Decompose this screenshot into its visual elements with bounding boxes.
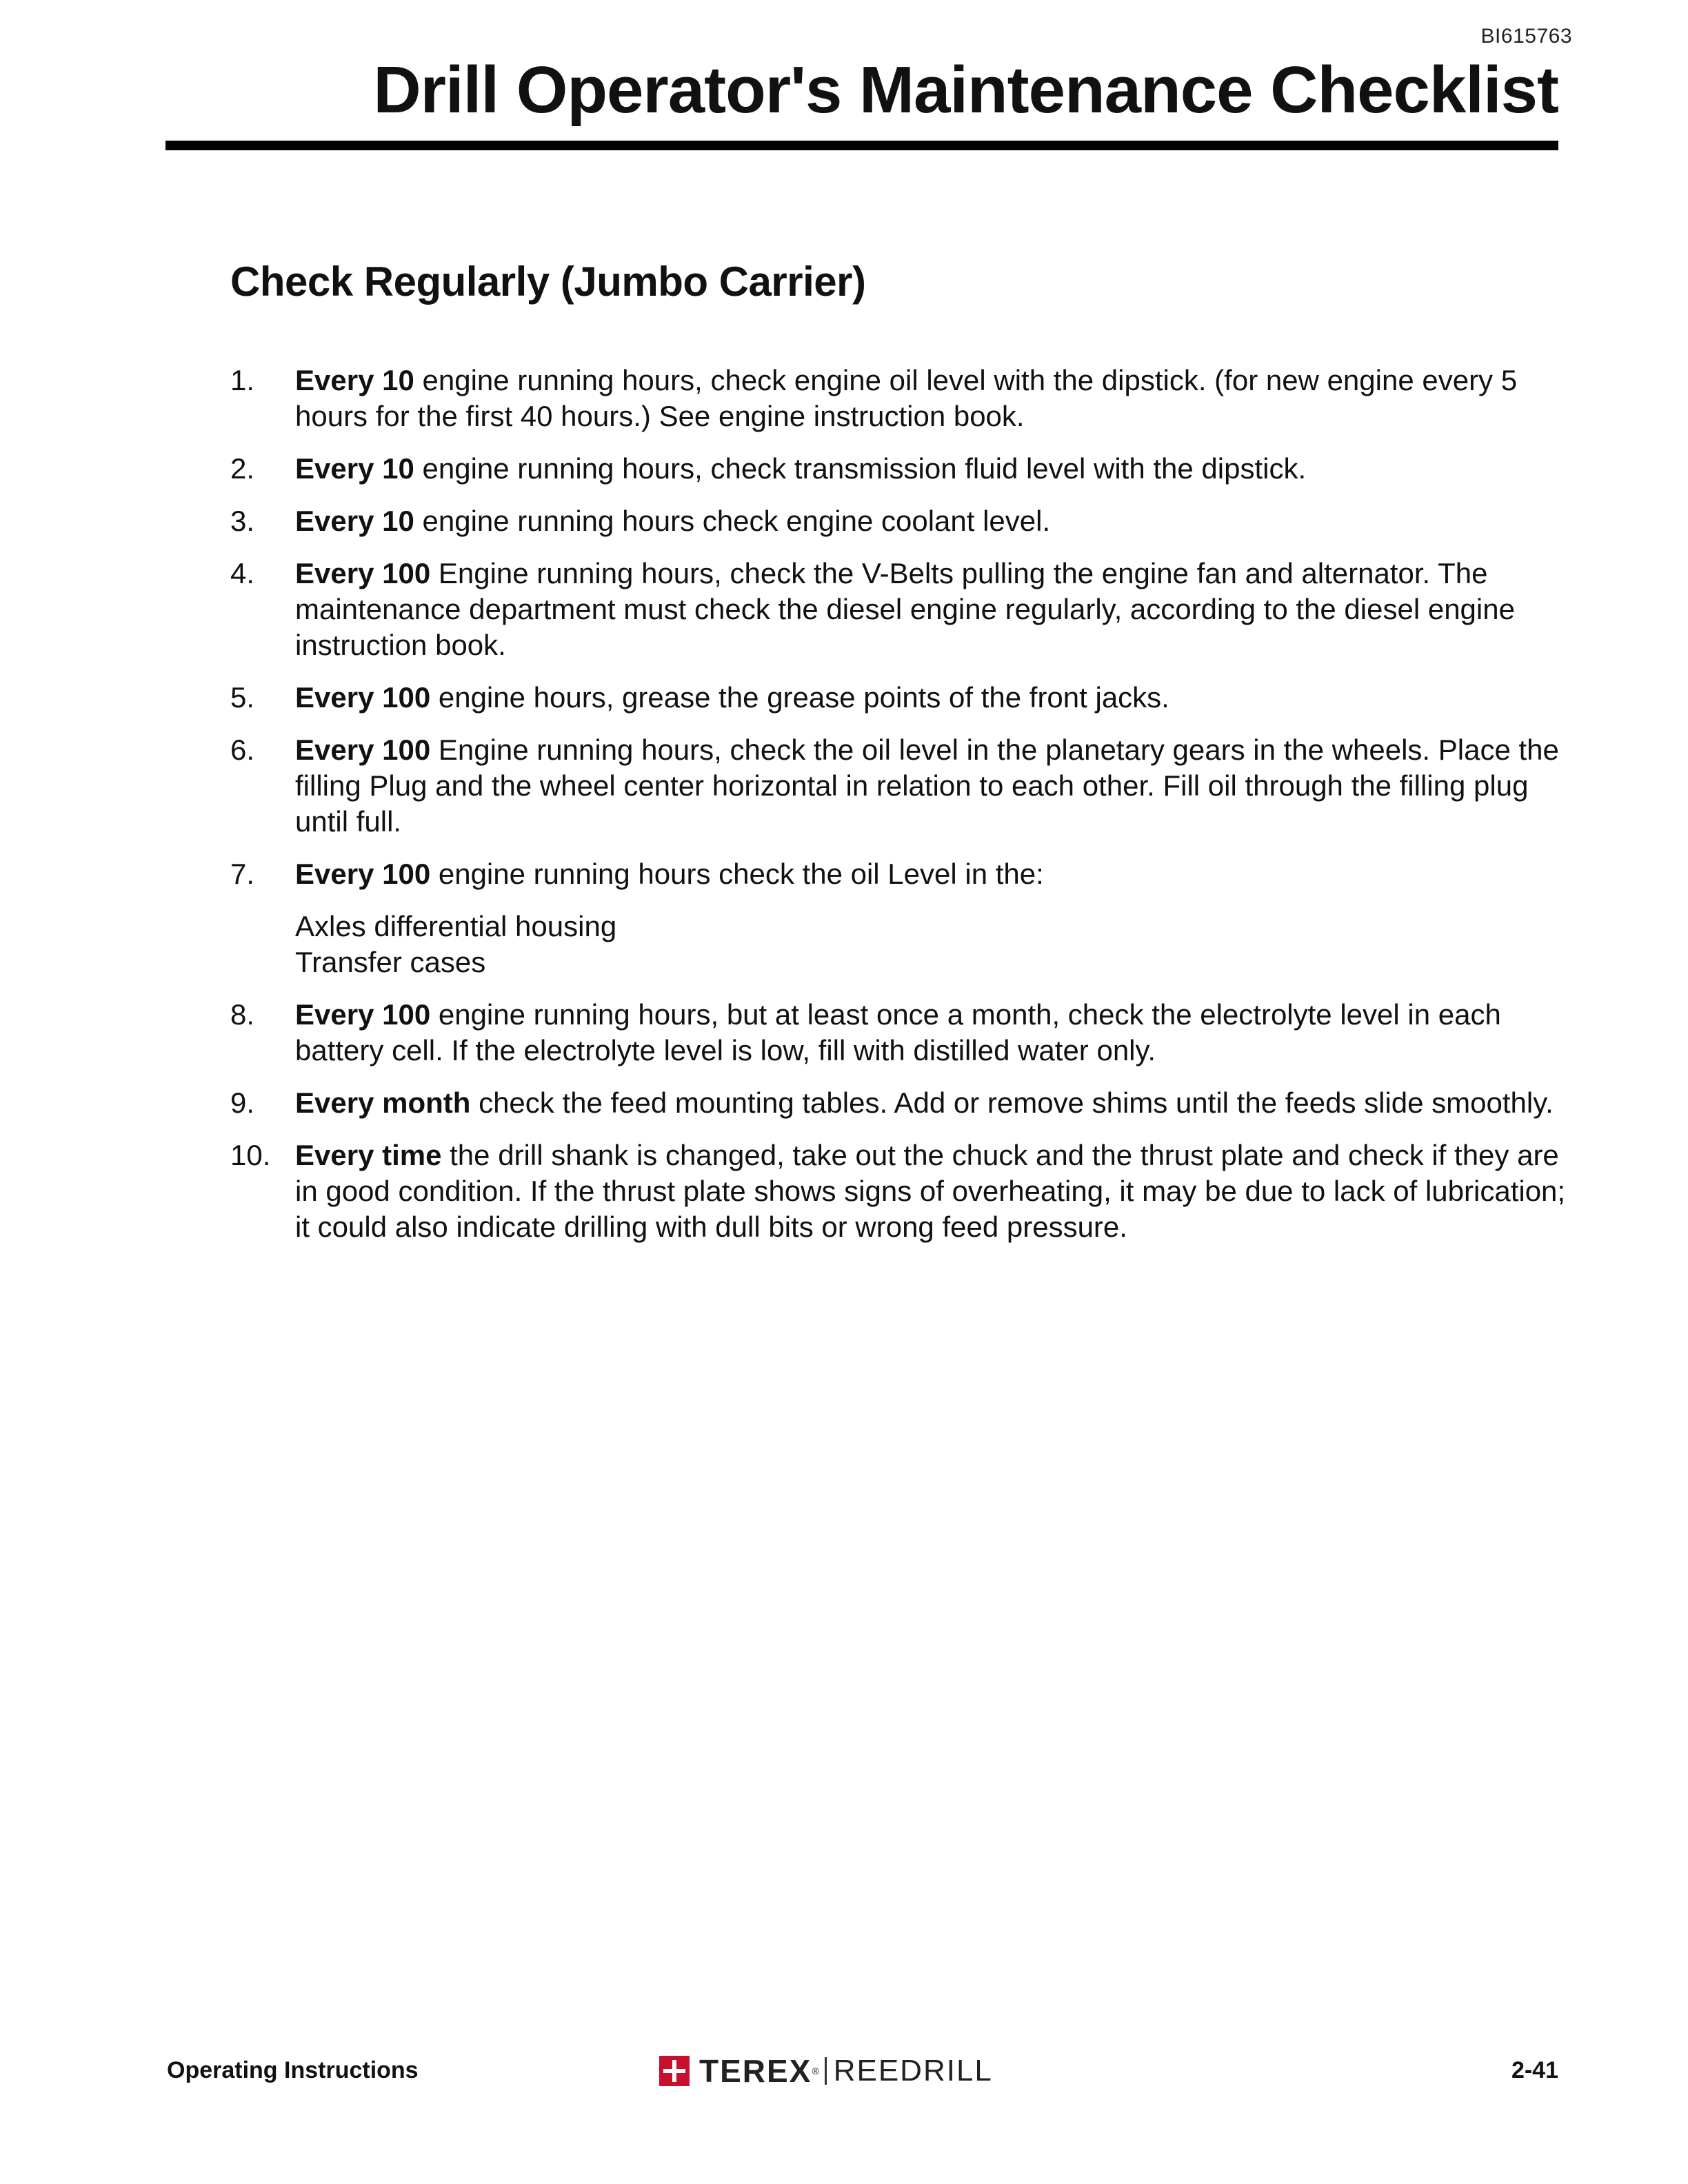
sub-item: Transfer cases <box>295 946 486 978</box>
checklist-item <box>230 732 1568 840</box>
checklist-item <box>230 451 1568 487</box>
sub-item: Axles differential housing <box>295 910 617 942</box>
page-title: Drill Operator's Maintenance Checklist <box>373 53 1558 127</box>
item-interval: Every 100 <box>295 734 431 766</box>
item-number: 10. <box>230 1139 271 1171</box>
item-number: 2. <box>230 452 255 485</box>
logo-brand-text: TEREX <box>699 2053 812 2089</box>
item-interval: Every 100 <box>295 681 431 714</box>
logo-divider <box>825 2057 827 2085</box>
item-interval: Every 100 <box>295 858 431 890</box>
item-text: Engine running hours, check the V-Belts pulling the engine fan and alternator. The maintenance department must check the diesel engine regularly, according to the diesel engine instruction book. <box>295 557 1515 661</box>
item-interval: Every time <box>295 1139 442 1171</box>
checklist-item <box>230 856 1568 980</box>
item-interval: Every 10 <box>295 364 414 396</box>
item-number: 7. <box>230 858 255 890</box>
item-interval: Every month <box>295 1086 471 1119</box>
checklist-item <box>230 680 1568 716</box>
item-number: 8. <box>230 998 255 1031</box>
section-heading: Check Regularly (Jumbo Carrier) <box>230 259 866 305</box>
footer-doc-type: Operating Instructions <box>167 2057 419 2083</box>
item-text: engine running hours, but at least once a month, check the electrolyte level in each battery cell. If the electrolyte level is low, fill with distilled water only. <box>295 998 1501 1066</box>
logo-product-text: REEDRILL <box>833 2054 993 2087</box>
item-interval: Every 10 <box>295 452 414 485</box>
checklist-item <box>230 363 1568 434</box>
item-number: 3. <box>230 505 255 537</box>
item-number: 4. <box>230 557 255 589</box>
item-text: check the feed mounting tables. Add or remove shims until the feeds slide smoothly. <box>470 1086 1554 1119</box>
checklist-item <box>230 1085 1568 1121</box>
item-number: 5. <box>230 681 255 714</box>
item-number: 6. <box>230 734 255 766</box>
item-text: engine running hours, check transmission fluid level with the dipstick. <box>414 452 1307 485</box>
item-text: engine hours, grease the grease points of the front jacks. <box>430 681 1169 714</box>
item-text: the drill shank is changed, take out the chuck and the thrust plate and check if they are in good condition. If the thrust plate shows signs of overheating, it may be due to lack of lubrication; it could also indicate drilling with dull bits or wrong feed pressure. <box>295 1139 1566 1243</box>
item-interval: Every 10 <box>295 505 414 537</box>
doc-id: BI615763 <box>1480 25 1572 48</box>
brand-logo <box>659 2052 993 2090</box>
checklist-item <box>230 997 1568 1069</box>
item-interval: Every 100 <box>295 557 431 589</box>
maintenance-checklist <box>230 363 1568 1262</box>
item-interval: Every 100 <box>295 998 431 1031</box>
logo-trademark: ® <box>812 2065 819 2076</box>
item-text: Engine running hours, check the oil level in the planetary gears in the wheels. Place the filling Plug and the wheel center horizontal in relation to each other. Fill oil through the filling plug until full. <box>295 734 1559 838</box>
item-text: engine running hours check engine coolant level. <box>414 505 1051 537</box>
sub-list <box>295 909 1568 980</box>
checklist-item <box>230 503 1568 539</box>
item-number: 1. <box>230 364 255 396</box>
page-number: 2-41 <box>1511 2057 1558 2083</box>
item-number: 9. <box>230 1086 255 1119</box>
item-text: engine running hours check the oil Level in the: <box>430 858 1044 890</box>
checklist-item <box>230 556 1568 663</box>
checklist-item <box>230 1138 1568 1245</box>
terex-cross-icon <box>659 2056 690 2086</box>
title-rule <box>165 141 1558 150</box>
item-text: engine running hours, check engine oil level with the dipstick. (for new engine every 5 hours for the first 40 hours.) See engine instruction book. <box>295 364 1518 432</box>
